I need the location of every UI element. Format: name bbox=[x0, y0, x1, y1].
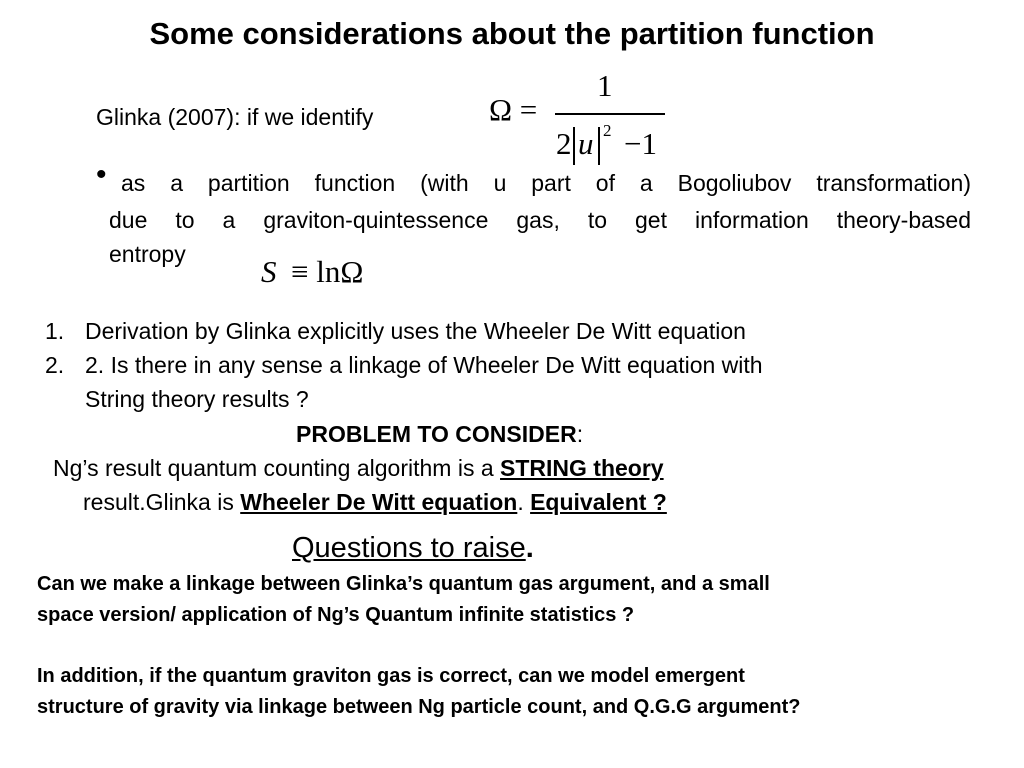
bullet-line-2: due to a graviton-quintessence gas, to get information theory-based bbox=[109, 207, 971, 233]
list-item-2-line-1: 2. Is there in any sense a linkage of Wheeler De Witt equation with bbox=[85, 352, 763, 378]
list-item-2-line-2: String theory results ? bbox=[85, 386, 309, 412]
problem-heading bbox=[296, 421, 583, 448]
list-number-1: 1. bbox=[45, 318, 65, 344]
list-item-1: Derivation by Glinka explicitly uses the Wheeler De Witt equation bbox=[85, 318, 746, 344]
omega-den-minus: −1 bbox=[624, 126, 657, 161]
fraction-bar bbox=[555, 113, 665, 115]
questions-heading bbox=[292, 532, 534, 565]
entropy-rhs: ≡ lnΩ bbox=[291, 254, 364, 289]
page-title: Some considerations about the partition function bbox=[149, 16, 875, 51]
ng-line-1-text: Ng’s result quantum counting algorithm is a bbox=[53, 455, 494, 481]
omega-lhs: Ω = bbox=[489, 92, 538, 127]
problem-heading-colon: : bbox=[576, 421, 584, 447]
omega-den-var: u bbox=[578, 126, 594, 161]
questions-heading-text: Questions to raise bbox=[292, 532, 526, 564]
ng-line-2 bbox=[83, 489, 667, 516]
problem-heading-text: PROBLEM TO CONSIDER bbox=[296, 421, 577, 447]
question-1-line-2: space version/ application of Ng’s Quantum infinite statistics ? bbox=[37, 604, 635, 626]
entropy-lhs: S bbox=[261, 254, 277, 289]
ng-line-2-text: result.Glinka is bbox=[83, 489, 234, 515]
equivalent-link[interactable]: Equivalent ? bbox=[530, 489, 667, 515]
wheeler-de-witt-link[interactable]: Wheeler De Witt equation bbox=[240, 489, 518, 515]
bullet-line-1: as a partition function (with u part of a Bogoliubov transformation) bbox=[121, 170, 971, 196]
question-2-line-2: structure of gravity via linkage between Ng particle count, and Q.G.G argument? bbox=[37, 696, 801, 718]
omega-numerator: 1 bbox=[597, 68, 613, 103]
ng-separator: . bbox=[517, 489, 524, 515]
omega-den-exponent: 2 bbox=[603, 121, 612, 140]
question-2-line-1: In addition, if the quantum graviton gas is correct, can we model emergent bbox=[37, 665, 745, 687]
intro-text: Glinka (2007): if we identify bbox=[96, 104, 374, 130]
bullet-symbol: • bbox=[96, 158, 107, 191]
list-number-2: 2. bbox=[45, 352, 65, 378]
bullet-line-3: entropy bbox=[109, 241, 186, 267]
questions-heading-dot: . bbox=[525, 532, 534, 564]
string-theory-link[interactable]: STRING theory bbox=[500, 455, 664, 481]
ng-line-1 bbox=[53, 455, 664, 482]
abs-bar-right bbox=[598, 127, 600, 165]
abs-bar-left bbox=[573, 127, 575, 165]
omega-den-two: 2 bbox=[556, 126, 572, 161]
question-1-line-1: Can we make a linkage between Glinka’s quantum gas argument, and a small bbox=[37, 573, 770, 595]
